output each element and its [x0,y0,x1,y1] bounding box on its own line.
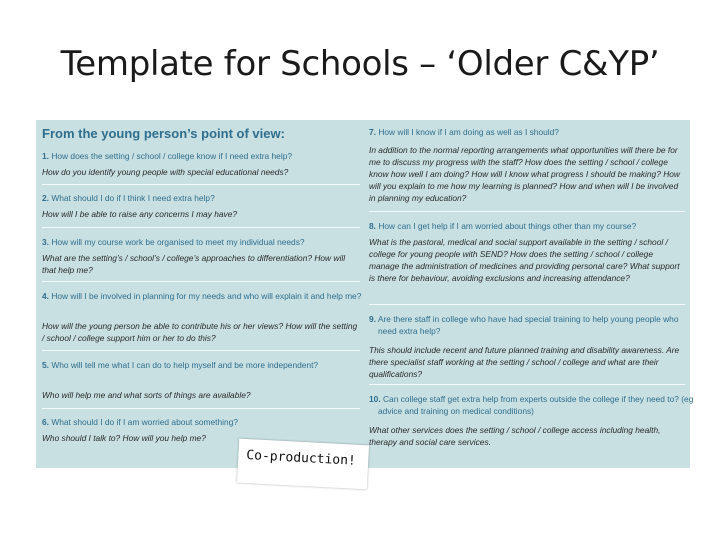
divider [369,211,685,212]
question-6: 6. What should I do if I am worried about something? [42,417,239,427]
divider [42,350,360,351]
questions-panel [36,120,694,468]
answer-3: What are the setting’s / school’s / college’s approaches to differentiation? How will that help me? [42,253,346,275]
answer-8: What is the pastoral, medical and social support available in the setting / school / college for young people with SEND? How does the setting / school / college manage the administration of medicines and providing personal care? What support is there for behaviour, avoiding exclusions and increasing attendance? [369,237,680,283]
question-3: 3. How will my course work be organised to meet my individual needs? [42,237,305,247]
answer-10: What other services does the setting / school / college access including health, therapy and social care services. [369,425,661,447]
divider [42,281,360,282]
divider [42,408,360,409]
answer-5: Who will help me and what sorts of things are available? [42,390,251,400]
answer-4: How will the young person be able to contribute his or her views? How will the setting / school / college support him or her to do this? [42,321,358,343]
question-9: 9. Are there staff in college who have had special training to help young people who need extra help? [369,314,679,336]
answer-1: How do you identify young people with special educational needs? [42,167,289,177]
question-1: 1. How does the setting / school / college know if I need extra help? [42,151,293,161]
divider [42,227,360,228]
answer-6: Who should I talk to? How will you help me? [42,433,206,443]
question-2: 2. What should I do if I think I need extra help? [42,193,215,203]
question-5: 5. Who will tell me what I can do to help myself and be more independent? [42,360,319,370]
divider [369,304,685,305]
panel-heading: From the young person’s point of view: [42,126,285,141]
divider [42,184,360,185]
divider [369,384,685,385]
question-7: 7. How will I know if I am doing as well as I should? [369,127,559,137]
answer-2: How will I be able to raise any concerns I may have? [42,209,238,219]
question-4: 4. How will I be involved in planning for my needs and who will explain it and help me? [42,291,362,301]
co-production-note: Co-production! [237,439,369,490]
question-10: 10. Can college staff get extra help from experts outside the college if they need to? (eg advice and training on medical conditions) [369,394,694,416]
question-8: 8. How can I get help if I am worried about things other than my course? [369,221,637,231]
answer-7: In addition to the normal reporting arrangements what opportunities will there be for me to discuss my progress with the staff? How does the setting / school / college know how well I am doing? How will I know what progress I should be making? How will you explain to me how my learning is planned? How and when will I be involved in planning my education? [369,145,680,203]
slide-title: Template for Schools – ‘Older C&YP’ [60,44,660,84]
answer-9: This should include recent and future planned training and disability awareness. Are there specialist staff working at the setting / school / college and what are their qualifications? [369,345,680,379]
